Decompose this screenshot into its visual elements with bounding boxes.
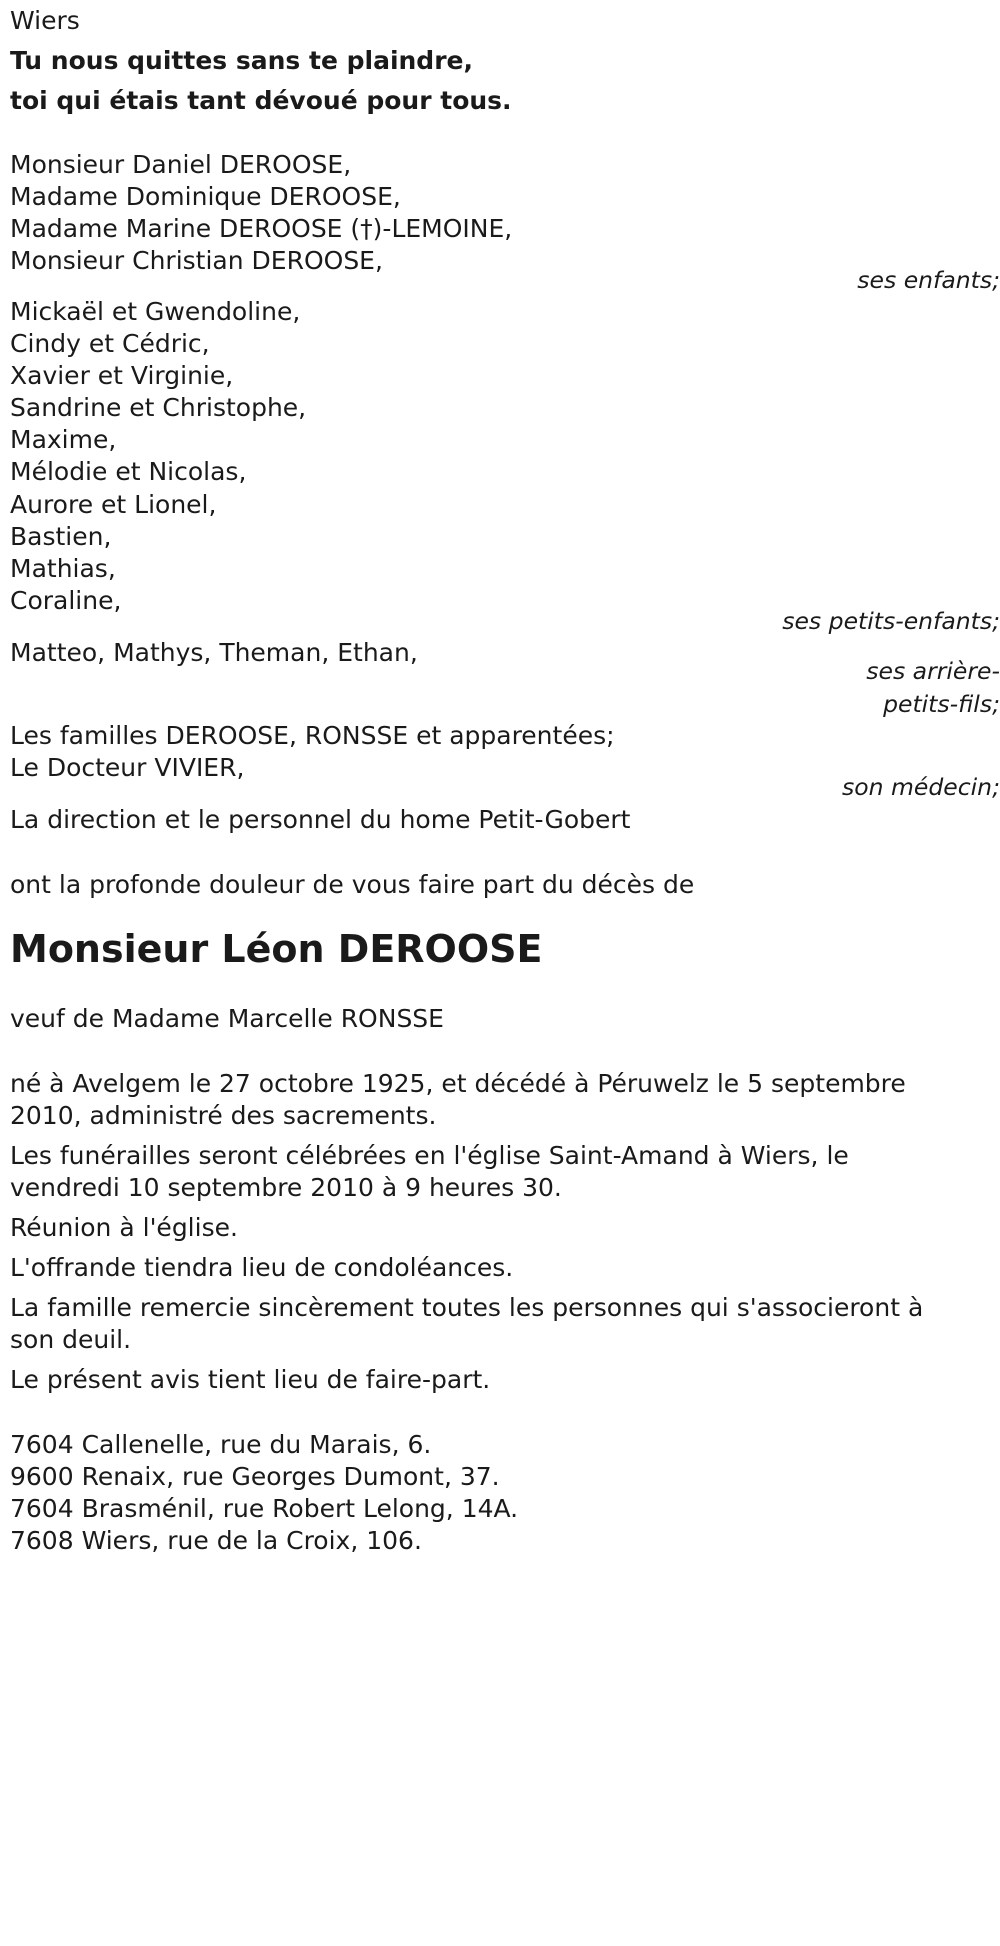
child-name: Madame Marine DEROOSE (†)-LEMOINE,: [10, 214, 513, 243]
child-name: Madame Dominique DEROOSE,: [10, 182, 401, 211]
families-line: Les familles DEROOSE, RONSSE et apparentées;: [10, 721, 615, 750]
place-name: Wiers: [10, 6, 80, 35]
grandchild-name: Bastien,: [10, 522, 112, 551]
home-staff-line: La direction et le personnel du home Petit-Gobert: [10, 805, 631, 834]
grandchild-name: Mickaël et Gwendoline,: [10, 297, 301, 326]
grandchild-name: Aurore et Lionel,: [10, 490, 217, 519]
children-role: ses enfants;: [857, 266, 1000, 294]
grandchild-name: Xavier et Virginie,: [10, 361, 234, 390]
great-grandchildren-role-line-2: petits-fils;: [883, 690, 1000, 718]
verse-line-2: toi qui étais tant dévoué pour tous.: [10, 86, 512, 115]
grandchild-name: Coraline,: [10, 586, 122, 615]
address-line: 9600 Renaix, rue Georges Dumont, 37.: [10, 1462, 500, 1491]
thanks-line-2: son deuil.: [10, 1325, 132, 1354]
funeral-line-2: vendredi 10 septembre 2010 à 9 heures 30.: [10, 1173, 562, 1202]
birth-death-line-1: né à Avelgem le 27 octobre 1925, et décédé à Péruwelz le 5 septembre: [10, 1069, 906, 1098]
grandchild-name: Sandrine et Christophe,: [10, 393, 307, 422]
grandchild-name: Mathias,: [10, 554, 116, 583]
address-line: 7604 Brasménil, rue Robert Lelong, 14A.: [10, 1494, 519, 1523]
grandchildren-role: ses petits-enfants;: [782, 607, 1000, 635]
offering-line: L'offrande tiendra lieu de condoléances.: [10, 1253, 514, 1282]
funeral-line-1: Les funérailles seront célébrées en l'église Saint-Amand à Wiers, le: [10, 1141, 849, 1170]
grandchild-name: Maxime,: [10, 425, 117, 454]
birth-death-line-2: 2010, administré des sacrements.: [10, 1101, 437, 1130]
announcement-line: ont la profonde douleur de vous faire part du décès de: [10, 870, 695, 899]
child-name: Monsieur Daniel DEROOSE,: [10, 150, 352, 179]
verse-line-1: Tu nous quittes sans te plaindre,: [10, 46, 473, 75]
deceased-name: Monsieur Léon DEROOSE: [10, 927, 543, 971]
doctor-role: son médecin;: [842, 773, 1000, 801]
thanks-line-1: La famille remercie sincèrement toutes les personnes qui s'associeront à: [10, 1293, 924, 1322]
great-grandchildren-names: Matteo, Mathys, Theman, Ethan,: [10, 638, 418, 667]
spouse-line: veuf de Madame Marcelle RONSSE: [10, 1004, 444, 1033]
notice-line: Le présent avis tient lieu de faire-part.: [10, 1365, 491, 1394]
grandchild-name: Cindy et Cédric,: [10, 329, 210, 358]
address-line: 7608 Wiers, rue de la Croix, 106.: [10, 1526, 422, 1555]
meeting-line: Réunion à l'église.: [10, 1213, 238, 1242]
address-line: 7604 Callenelle, rue du Marais, 6.: [10, 1430, 432, 1459]
doctor-name: Le Docteur VIVIER,: [10, 753, 245, 782]
grandchild-name: Mélodie et Nicolas,: [10, 457, 247, 486]
child-name: Monsieur Christian DEROOSE,: [10, 246, 383, 275]
great-grandchildren-role-line-1: ses arrière-: [866, 657, 1000, 685]
